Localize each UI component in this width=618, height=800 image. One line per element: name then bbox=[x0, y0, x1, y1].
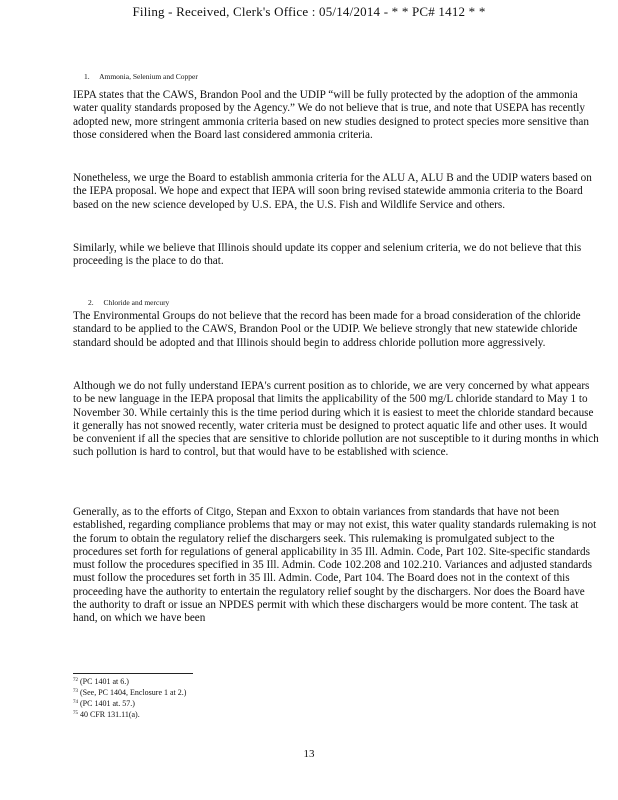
footnote-divider bbox=[73, 673, 193, 674]
footnote-text: (PC 1401 at. 57.) bbox=[80, 699, 135, 708]
section-number: 1. bbox=[84, 72, 90, 81]
section-number: 2. bbox=[88, 298, 94, 307]
section-title: Chloride and mercury bbox=[103, 298, 170, 307]
paragraph-chloride-concern: Although we do not fully understand IEPA's current position as to chloride, we are very concerned by what appears to be new language in the IEPA proposal that limits the applicability of the 500 mg/L chloride standard to May 1 to November 30. While certainly this is the time period during which it is easiest to meet the chloride standard because it generally has not snowed recently, water criteria must be designed to protect aquatic life and other uses. It would be convenient if all the species that are sensitive to chloride pollution are not susceptible to it during months in which such pollution is hard to control, but that would have to be established with science. bbox=[73, 380, 599, 459]
paragraph-copper-selenium: Similarly, while we believe that Illinois should update its copper and selenium criteria, we do not believe that this proceeding is the place to do that. bbox=[73, 242, 582, 268]
paragraph-ammonia-urge: Nonetheless, we urge the Board to establish ammonia criteria for the ALU A, ALU B and the UDIP waters based on the IEPA proposal. We hope and expect that IEPA will soon bring revised statewide ammonia criteria to the Board based on the new science developed by U.S. EPA, the U.S. Fish and Wildlife Service and others. bbox=[73, 172, 592, 211]
footnote-number: 72 bbox=[73, 678, 78, 683]
page-number: 13 bbox=[303, 748, 315, 760]
paragraph-ammonia-iepa: IEPA states that the CAWS, Brandon Pool and the UDIP “will be fully protected by the adoption of the ammonia water quality standards proposed by the Agency.” We do not believe that is true, and note that USEPA has recently adopted new, more stringent ammonia criteria based on new studies designed to protect species more sensitive than those considered when the Board last considered ammonia criteria. bbox=[73, 89, 589, 141]
footnote bbox=[73, 709, 140, 720]
paragraph-variances: Generally, as to the efforts of Citgo, Stepan and Exxon to obtain variances from standards that have not been established, regarding compliance problems that may or may not exist, this water quality standards rulemaking is not the forum to obtain the regulatory relief the dischargers seek. This rulemaking is promulgated subject to the procedures set forth for regulations of general applicability in 35 Ill. Admin. Code, Part 102. Site-specific standards must follow the procedures specified in 35 Ill. Admin. Code 102.208 and 102.210. Variances and adjusted standards must follow the procedures set forth in 35 Ill. Admin. Code, Part 104. The Board does not in the context of this proceeding have the authority to entertain the regulatory relief sought by the dischargers. Nor does the Board have the authority to draft or issue an NPDES permit with which these dischargers would be more content. The task at hand, on which we have been bbox=[73, 506, 597, 625]
section-heading-chloride bbox=[88, 298, 169, 307]
footnote-text: 40 CFR 131.11(a). bbox=[80, 710, 140, 719]
footnote-text: (PC 1401 at 6.) bbox=[80, 677, 129, 686]
paragraph-chloride-record: The Environmental Groups do not believe that the record has been made for a broad consideration of the chloride standard to be applied to the CAWS, Brandon Pool or the UDIP. We believe strongly that new statewide chloride standard should be adopted and that Illinois should begin to address chloride pollution more aggressively. bbox=[73, 310, 581, 349]
footnote-number: 73 bbox=[73, 689, 78, 694]
footnote-text: (See, PC 1404, Enclosure 1 at 2.) bbox=[80, 688, 187, 697]
footnote-number: 74 bbox=[73, 700, 78, 705]
footnote bbox=[73, 698, 135, 709]
footnote-number: 75 bbox=[73, 711, 78, 716]
footnote bbox=[73, 687, 186, 698]
footnote bbox=[73, 676, 129, 687]
section-title: Ammonia, Selenium and Copper bbox=[99, 72, 198, 81]
filing-header: Filing - Received, Clerk's Office : 05/14/2014 - * * PC# 1412 * * bbox=[132, 4, 486, 19]
section-heading-ammonia bbox=[84, 72, 198, 81]
